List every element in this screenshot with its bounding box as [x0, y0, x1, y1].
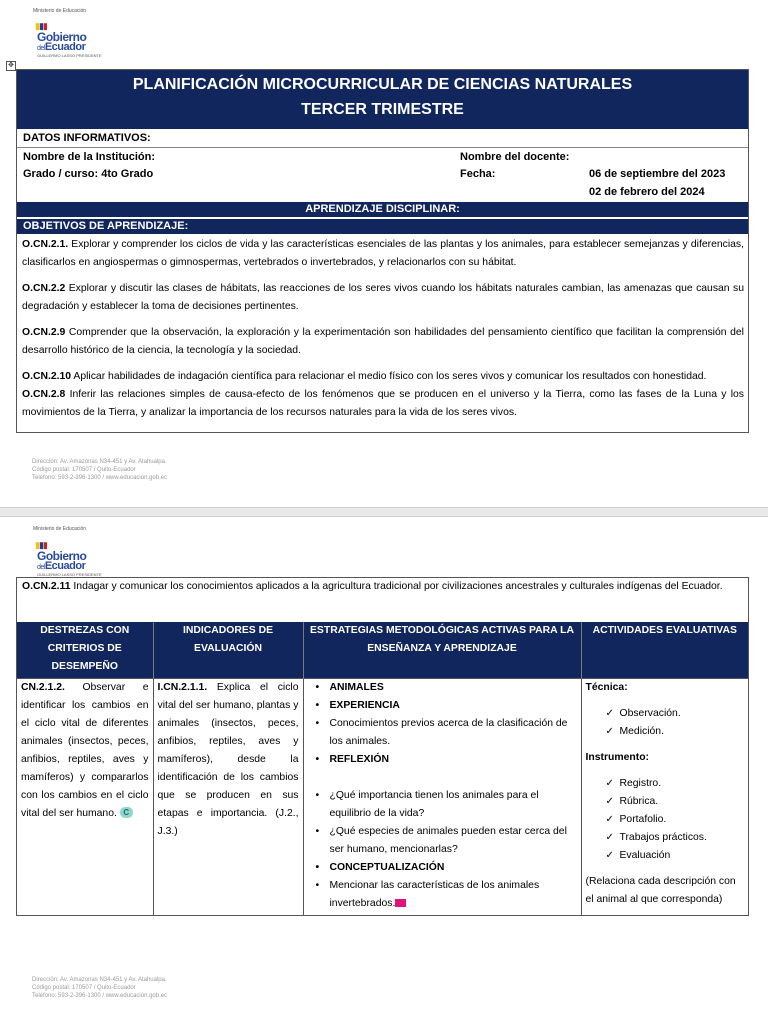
objective-5: O.CN.2.8 Inferir las relaciones simples de causa-efecto de los fenómenos que se producen en el universo y la Tierra, como las fases de la Luna y los movimientos de la Tierra, y analizar la importancia de los recursos naturales para la vida de los seres vivos.: [22, 389, 744, 418]
list-item: ✓ Registro.: [620, 775, 745, 793]
tecnica-label: Técnica:: [585, 681, 628, 693]
logo-line-3: GUILLERMO LASSO PRESIDENTE: [37, 53, 102, 58]
objective-4: O.CN.2.10 Aplicar habilidades de indagación científica para relacionar el medio físico con los seres vivos y comunicar los resultados con honestidad.: [22, 371, 707, 382]
institution-label: Nombre de la Institución:: [23, 151, 156, 163]
government-logo: [33, 22, 103, 56]
actividades-cell: [581, 678, 748, 916]
institution-row: [17, 148, 748, 165]
comment-c-icon[interactable]: C: [120, 807, 133, 818]
table-row: [17, 678, 748, 916]
list-item: ✓ Observación.: [620, 705, 745, 723]
destreza-cell: CN.2.1.2. Observar e identificar los cambios en el ciclo vital de diferentes animales (insectos, peces, anfibios, reptiles, aves y mamíferos) y compararlos con los cambios en el ciclo vital del ser humano. C: [17, 678, 153, 916]
objective-6: O.CN.2.11 Indagar y comunicar los conocimientos aplicados a la agricultura tradicional por civilizaciones ancestrales y culturales indígenas del Ecuador.: [22, 581, 723, 592]
instrumento-label: Instrumento:: [585, 751, 649, 763]
grade-label: Grado / curso: 4to Grado: [23, 168, 154, 180]
ministry-label: Ministerio de Educación: [33, 526, 87, 532]
objective-3: O.CN.2.9 Comprender que la observación, la exploración y la experimentación son habilidades del pensamiento científico que facilitan la comprensión del desarrollo histórico de la ciencia, la tecnología y la sociedad.: [22, 327, 744, 356]
list-item: • Mencionar las características de los animales invertebrados.: [330, 877, 577, 913]
datos-informativos-row: DATOS INFORMATIVOS:: [17, 129, 748, 148]
highlight-marker-icon: [395, 899, 406, 907]
estrategias-cell: [303, 678, 581, 916]
planning-table: [16, 69, 749, 433]
document-page-1: [0, 0, 768, 508]
header-destrezas: DESTREZAS CON CRITERIOS DE DESEMPEÑO: [17, 622, 153, 678]
list-item: • CONCEPTUALIZACIÓN: [330, 859, 577, 877]
list-item: • REFLEXIÓN: [330, 751, 577, 769]
list-item: • ¿Qué especies de animales pueden estar cerca del ser humano, mencionarlas?: [330, 823, 577, 859]
list-item: ✓ Trabajos prácticos.: [620, 829, 745, 847]
header-actividades: ACTIVIDADES EVALUATIVAS: [581, 622, 748, 678]
teacher-label: Nombre del docente:: [460, 151, 570, 163]
header-estrategias: ESTRATEGIAS METODOLÓGICAS ACTIVAS PARA LA ENSEÑANZA Y APRENDIZAJE: [303, 622, 581, 678]
date-start: 06 de septiembre del 2023: [589, 168, 726, 180]
list-item: ✓ Evaluación: [620, 847, 745, 865]
logo-line-2: delEcuador: [37, 41, 86, 53]
skills-table-header: [17, 622, 748, 678]
skills-table: [17, 622, 748, 916]
logo-line-2: delEcuador: [37, 560, 86, 572]
planning-table-continued: [16, 577, 749, 916]
title-band: [17, 70, 748, 129]
list-item: • ANIMALES: [330, 679, 577, 697]
actividades-note: (Relaciona cada descripción con el animal al que corresponda): [585, 875, 736, 905]
flag-icon: ▮▮▮: [35, 21, 47, 31]
objectives-list: [17, 234, 748, 422]
list-item: ✓ Medición.: [620, 723, 745, 741]
indicador-cell: I.CN.2.1.1. Explica el ciclo vital del ser humano, plantas y animales (insectos, peces, anfibios, reptiles, aves y mamíferos), desde la identificación de los cambios que se producen en sus etapas e importancia. (J.2., J.3.): [153, 678, 303, 916]
document-title: PLANIFICACIÓN MICROCURRICULAR DE CIENCIAS NATURALES: [132, 76, 633, 93]
list-item: ✓ Rúbrica.: [620, 793, 745, 811]
objective-2: O.CN.2.2 Explorar y discutir las clases de hábitats, las reacciones de los seres vivos cuando los hábitats naturales cambian, las amenazas que causan su degradación y establecer la toma de decisiones pertinentes.: [22, 283, 744, 312]
objective-1: O.CN.2.1. Explorar y comprender los ciclos de vida y las características esenciales de las plantas y los animales, para establecer semejanzas y diferencias, clasificarlos en angiospermas o gimnospermas, vertebrados o invertebrados, y relacionarlos con su hábitat.: [22, 239, 744, 268]
logo-line-3: GUILLERMO LASSO PRESIDENTE: [37, 572, 102, 577]
objetivos-band: OBJETIVOS DE APRENDIZAJE:: [17, 219, 748, 234]
document-subtitle: TERCER TRIMESTRE: [301, 101, 464, 118]
list-item: • EXPERIENCIA: [330, 697, 577, 715]
table-move-handle-icon[interactable]: ✥: [6, 61, 16, 71]
list-item: • ¿Qué importancia tienen los animales para el equilibrio de la vida?: [330, 787, 577, 823]
flag-icon: ▮▮▮: [35, 540, 47, 550]
government-logo: [33, 541, 103, 575]
grade-row: [17, 165, 748, 183]
aprendizaje-band: APRENDIZAJE DISCIPLINAR:: [17, 202, 748, 217]
date-label: Fecha:: [460, 168, 496, 180]
date-end-row: [17, 183, 748, 202]
list-item: ✓ Portafolio.: [620, 811, 745, 829]
ministry-label: Ministerio de Educación: [33, 8, 87, 14]
logo-line-1: Gobierno: [37, 30, 87, 44]
date-end: 02 de febrero del 2024: [589, 186, 705, 198]
page-footer-1: Dirección: Av. Amazonas N34-451 y Av. Atahualpa. Código postal: 170507 / Quito-Ecuador Teléfono: 593-2-396-1300 / www.educacion.gob.ec: [32, 459, 168, 481]
page-footer-2: Dirección: Av. Amazonas N34-451 y Av. Atahualpa. Código postal: 170507 / Quito-Ecuador Teléfono: 593-2-396-1300 / www.educacion.gob.ec: [32, 977, 168, 999]
header-indicadores: INDICADORES DE EVALUACIÓN: [153, 622, 303, 678]
list-item: • Conocimientos previos acerca de la clasificación de los animales.: [330, 715, 577, 751]
logo-line-1: Gobierno: [37, 549, 87, 563]
